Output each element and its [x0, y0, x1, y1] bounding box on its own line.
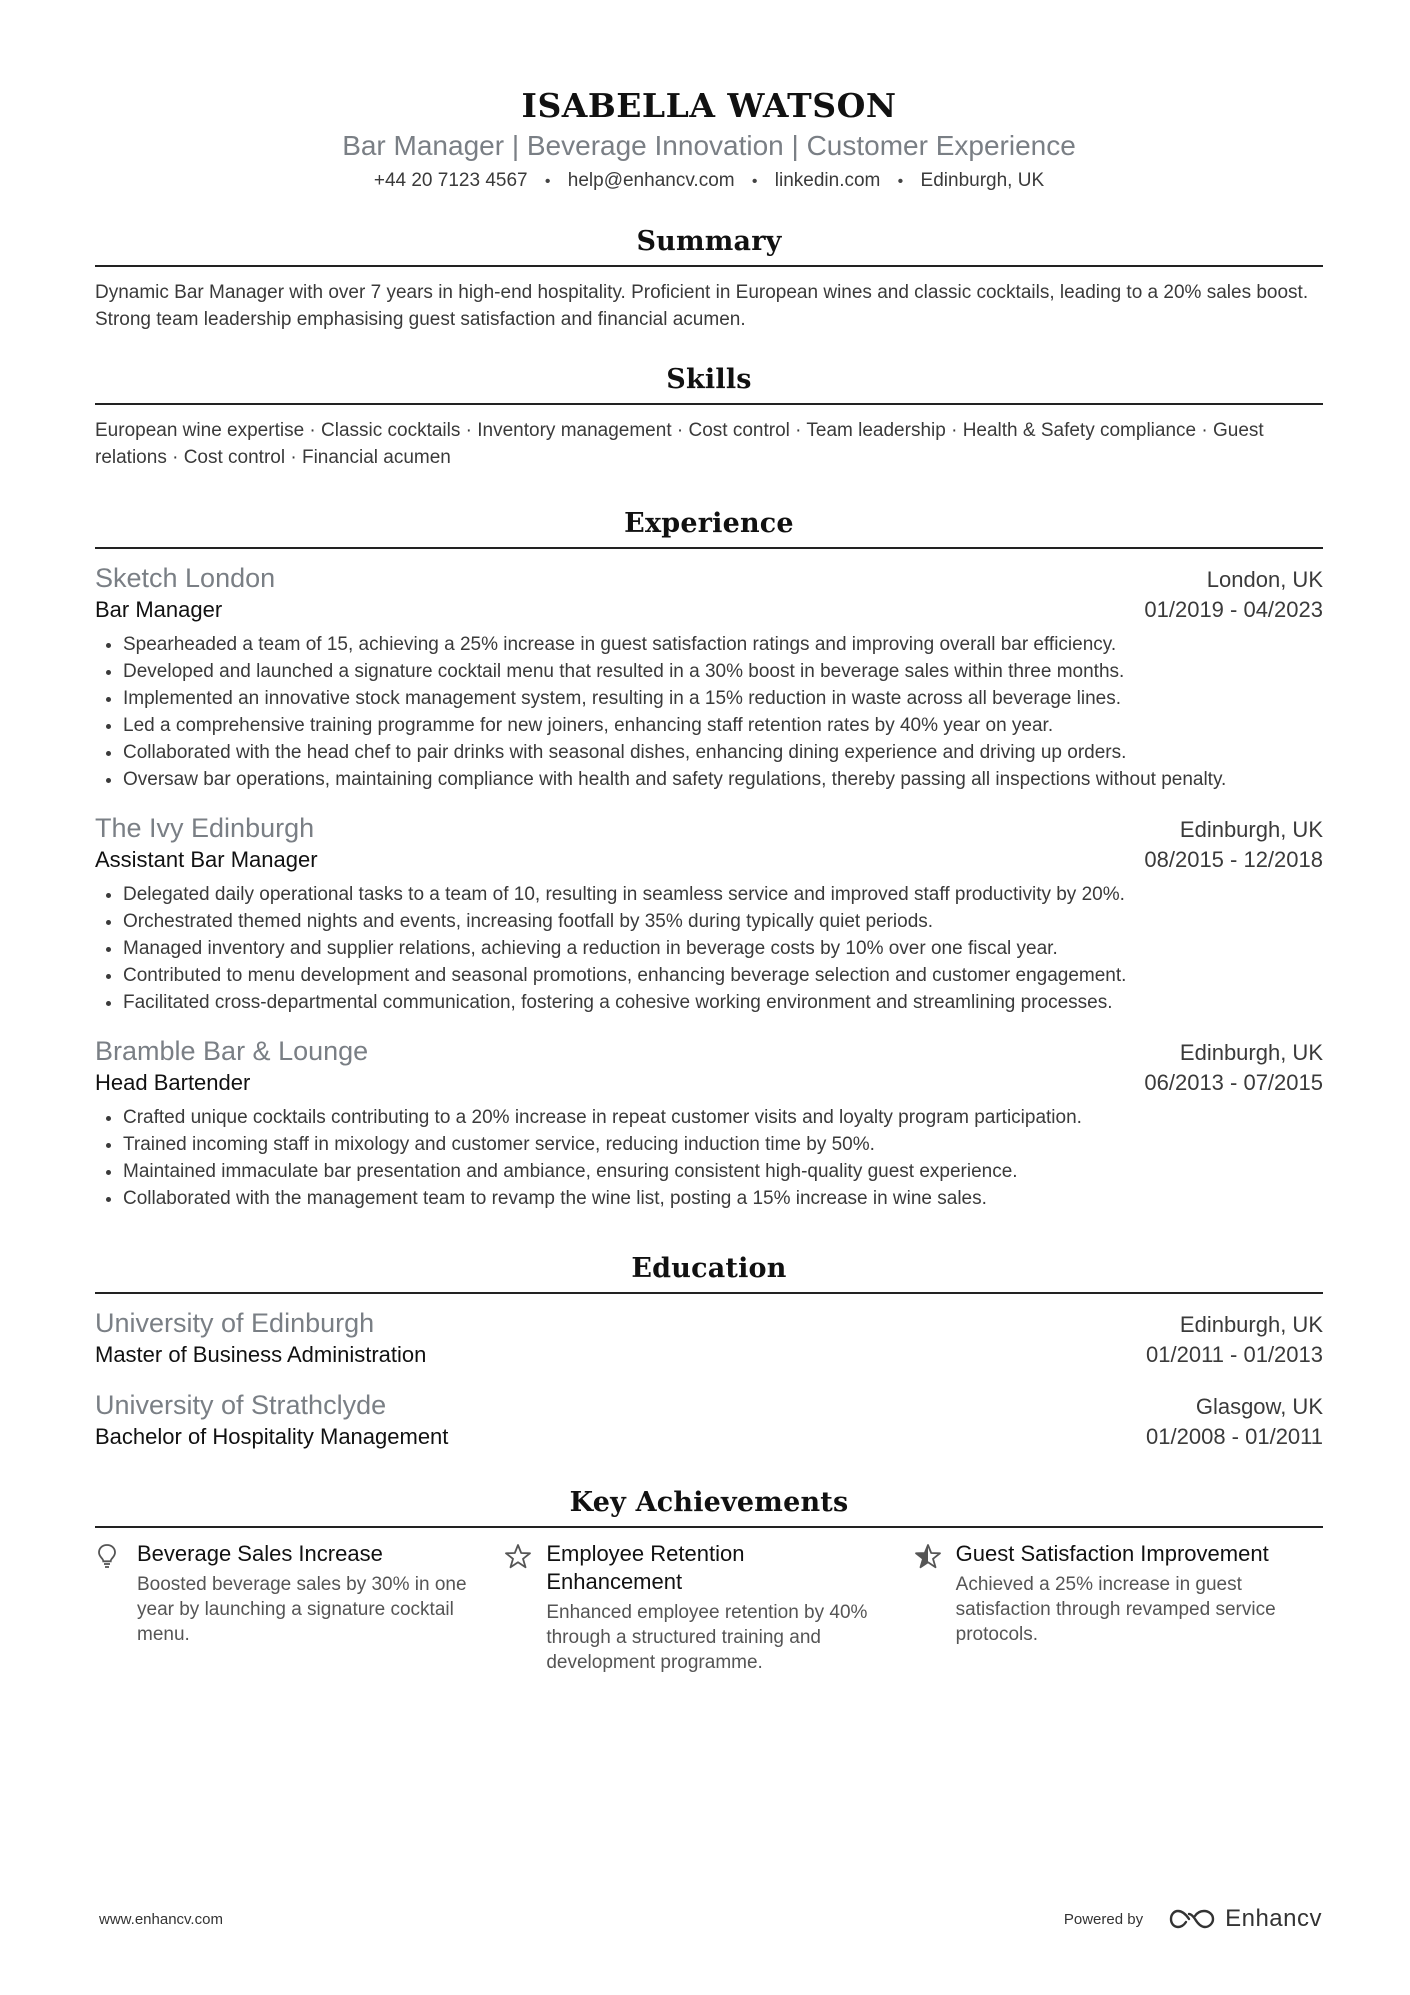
section-title-education: Education: [95, 1252, 1323, 1294]
achievement-title: Beverage Sales Increase: [137, 1541, 383, 1566]
job-bullet: • Collaborated with the management team to revamp the wine list, posting a 15% increase in wine sales.: [123, 1185, 1323, 1212]
achievement-description: Enhanced employee retention by 40% through a structured training and development programme.: [546, 1602, 868, 1673]
job-role: Assistant Bar Manager: [95, 847, 318, 872]
star-outline-icon: [504, 1543, 532, 1569]
job-location: Edinburgh, UK: [1179, 1040, 1323, 1065]
star-half-icon: [914, 1543, 942, 1569]
summary-section: [95, 225, 1323, 333]
achievement-item: [914, 1540, 1323, 1675]
job-role: Bar Manager: [95, 597, 223, 622]
achievements-section: [95, 1486, 1323, 1675]
resume-page: [95, 0, 1323, 1675]
achievement-item: [95, 1540, 504, 1675]
education-section: [95, 1252, 1323, 1452]
section-title-skills: Skills: [95, 363, 1323, 405]
school-name: University of Edinburgh: [95, 1308, 375, 1338]
job-bullet: • Managed inventory and supplier relations, achieving a reduction in beverage costs by 10% over one fiscal year.: [123, 935, 1323, 962]
job-entry: [95, 811, 1323, 1016]
section-title-experience: Experience: [95, 507, 1323, 549]
job-dates: 01/2019 - 04/2023: [1144, 597, 1323, 622]
summary-text: Dynamic Bar Manager with over 7 years in high-end hospitality. Proficient in European wines and classic cocktails, leading to a 20% sales boost. Strong team leadership emphasising guest satisfaction and financial acumen.: [95, 282, 1309, 330]
achievement-title: Guest Satisfaction Improvement: [955, 1541, 1269, 1566]
brand-name: Enhancv: [1225, 1905, 1322, 1932]
job-bullet: • Developed and launched a signature cocktail menu that resulted in a 30% boost in beverage sales within three months.: [123, 658, 1323, 685]
school-location: Glasgow, UK: [1195, 1394, 1323, 1419]
job-bullets: [95, 1104, 1323, 1212]
job-bullet: • Orchestrated themed nights and events, increasing footfall by 35% during typically quiet periods.: [123, 908, 1323, 935]
job-bullet: • Led a comprehensive training programme for new joiners, enhancing staff retention rates by 40% year on year.: [123, 712, 1323, 739]
job-bullet: • Spearheaded a team of 15, achieving a 25% increase in guest satisfaction ratings and improving overall bar efficiency.: [123, 631, 1323, 658]
bullet-separator: •: [544, 173, 551, 190]
degree-name: Master of Business Administration: [95, 1342, 427, 1367]
powered-by-label: Powered by: [1063, 1910, 1144, 1928]
job-bullet: • Collaborated with the head chef to pair drinks with seasonal dishes, enhancing dining experience and driving up orders.: [123, 739, 1323, 766]
skills-section: [95, 363, 1323, 471]
achievement-description: Boosted beverage sales by 30% in one year by launching a signature cocktail menu.: [137, 1574, 467, 1645]
job-bullet: • Facilitated cross-departmental communication, fostering a cohesive working environment and streamlining processes.: [123, 989, 1323, 1016]
bullet-separator: •: [897, 173, 904, 190]
job-bullet: • Oversaw bar operations, maintaining compliance with health and safety regulations, thereby passing all inspections without penalty.: [123, 766, 1323, 793]
job-bullet: • Implemented an innovative stock management system, resulting in a 15% reduction in waste across all beverage lines.: [123, 685, 1323, 712]
lightbulb-icon: [95, 1543, 119, 1569]
job-role: Head Bartender: [95, 1070, 251, 1095]
email-link[interactable]: help@enhancv.com: [567, 170, 735, 191]
job-location: Edinburgh, UK: [1179, 817, 1323, 842]
achievement-title: Employee Retention Enhancement: [546, 1541, 745, 1594]
achievement-description: Achieved a 25% increase in guest satisfaction through revamped service protocols.: [955, 1574, 1276, 1645]
contact-line: [95, 168, 1323, 195]
footer-url[interactable]: www.enhancv.com: [99, 1910, 223, 1928]
candidate-tagline: Bar Manager | Beverage Innovation | Customer Experience: [342, 130, 1076, 161]
school-location: Edinburgh, UK: [1179, 1312, 1323, 1337]
job-bullet: • Maintained immaculate bar presentation and ambiance, ensuring consistent high-quality guest experience.: [123, 1158, 1323, 1185]
candidate-name: ISABELLA WATSON: [521, 86, 897, 125]
degree-name: Bachelor of Hospitality Management: [95, 1424, 449, 1449]
achievements-grid: [95, 1540, 1323, 1675]
page-footer: [99, 1905, 1322, 1933]
education-entry: [95, 1306, 1323, 1370]
phone-number: +44 20 7123 4567: [373, 170, 528, 191]
linkedin-link[interactable]: linkedin.com: [774, 170, 881, 191]
job-bullets: [95, 631, 1323, 793]
job-company: Bramble Bar & Lounge: [95, 1036, 369, 1066]
job-dates: 06/2013 - 07/2015: [1144, 1070, 1323, 1095]
resume-header: [95, 0, 1323, 195]
job-bullet: • Trained incoming staff in mixology and customer service, reducing induction time by 50%.: [123, 1131, 1323, 1158]
education-dates: 01/2008 - 01/2011: [1146, 1424, 1323, 1449]
job-company: The Ivy Edinburgh: [95, 813, 315, 843]
bullet-separator: •: [751, 173, 758, 190]
job-dates: 08/2015 - 12/2018: [1144, 847, 1323, 872]
skills-list: European wine expertise · Classic cocktails · Inventory management · Cost control · Team leadership · Health & Safety compliance · Guest relations · Cost control · Financial acumen: [95, 420, 1264, 468]
education-entry: [95, 1388, 1323, 1452]
job-entry: [95, 1034, 1323, 1212]
job-bullet: • Delegated daily operational tasks to a team of 10, resulting in seamless service and improved staff productivity by 20%.: [123, 881, 1323, 908]
job-bullet: • Crafted unique cocktails contributing to a 20% increase in repeat customer visits and loyalty program participation.: [123, 1104, 1323, 1131]
experience-section: [95, 507, 1323, 1212]
school-name: University of Strathclyde: [95, 1390, 387, 1420]
contact-location: Edinburgh, UK: [920, 170, 1045, 191]
enhancv-logo-icon: [1169, 1908, 1215, 1930]
job-bullets: [95, 881, 1323, 1016]
achievement-item: [504, 1540, 913, 1675]
job-company: Sketch London: [95, 563, 276, 593]
education-dates: 01/2011 - 01/2013: [1146, 1342, 1323, 1367]
section-title-summary: Summary: [95, 225, 1323, 267]
job-bullet: • Contributed to menu development and seasonal promotions, enhancing beverage selection and customer engagement.: [123, 962, 1323, 989]
enhancv-logo[interactable]: [1169, 1905, 1322, 1933]
job-location: London, UK: [1206, 567, 1323, 592]
job-entry: [95, 561, 1323, 793]
section-title-achievements: Key Achievements: [95, 1486, 1323, 1528]
